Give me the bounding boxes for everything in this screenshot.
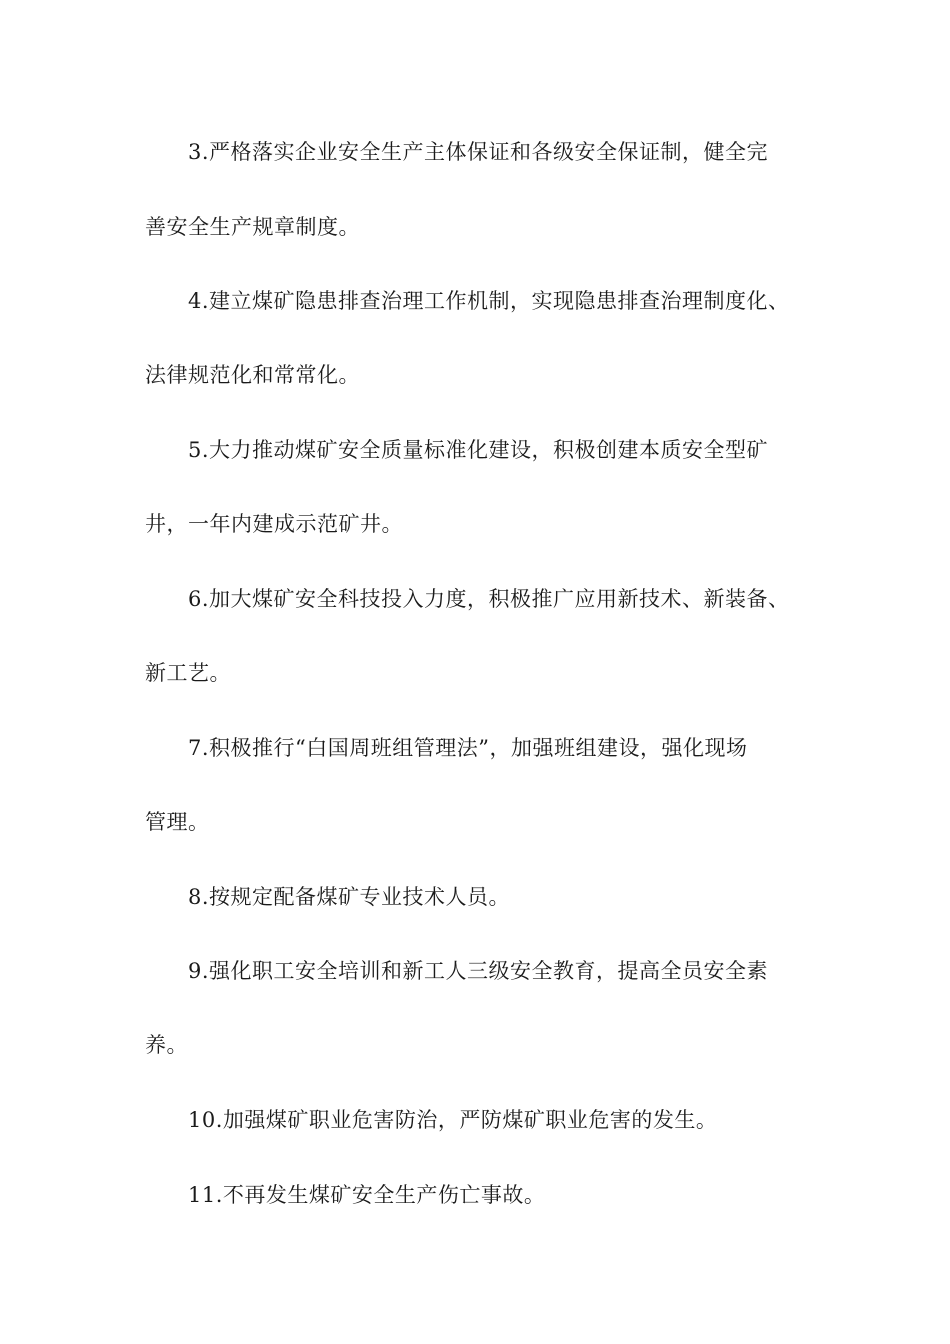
item-6-line-2: 新工艺。 — [145, 661, 231, 685]
item-3-line-1: 3.严格落实企业安全生产主体保证和各级安全保证制，健全完 — [188, 140, 769, 164]
item-5-line-1: 5.大力推动煤矿安全质量标准化建设，积极创建本质安全型矿 — [188, 438, 769, 462]
item-4-line-1: 4.建立煤矿隐患排查治理工作机制，实现隐患排查治理制度化、 — [188, 289, 790, 313]
item-3-line-2: 善安全生产规章制度。 — [145, 215, 360, 239]
item-11-line-1: 11.不再发生煤矿安全生产伤亡事故。 — [188, 1183, 546, 1207]
item-9-line-1: 9.强化职工安全培训和新工人三级安全教育，提高全员安全素 — [188, 959, 769, 983]
item-7-line-1: 7.积极推行“白国周班组管理法”，加强班组建设，强化现场 — [188, 736, 748, 760]
item-8-line-1: 8.按规定配备煤矿专业技术人员。 — [188, 885, 511, 909]
item-9-line-2: 养。 — [145, 1033, 188, 1057]
item-6-line-1: 6.加大煤矿安全科技投入力度，积极推广应用新技术、新装备、 — [188, 587, 790, 611]
item-5-line-2: 井，一年内建成示范矿井。 — [145, 512, 403, 536]
item-10-line-1: 10.加强煤矿职业危害防治，严防煤矿职业危害的发生。 — [188, 1108, 718, 1132]
item-4-line-2: 法律规范化和常常化。 — [145, 363, 360, 387]
item-7-line-2: 管理。 — [145, 810, 210, 834]
